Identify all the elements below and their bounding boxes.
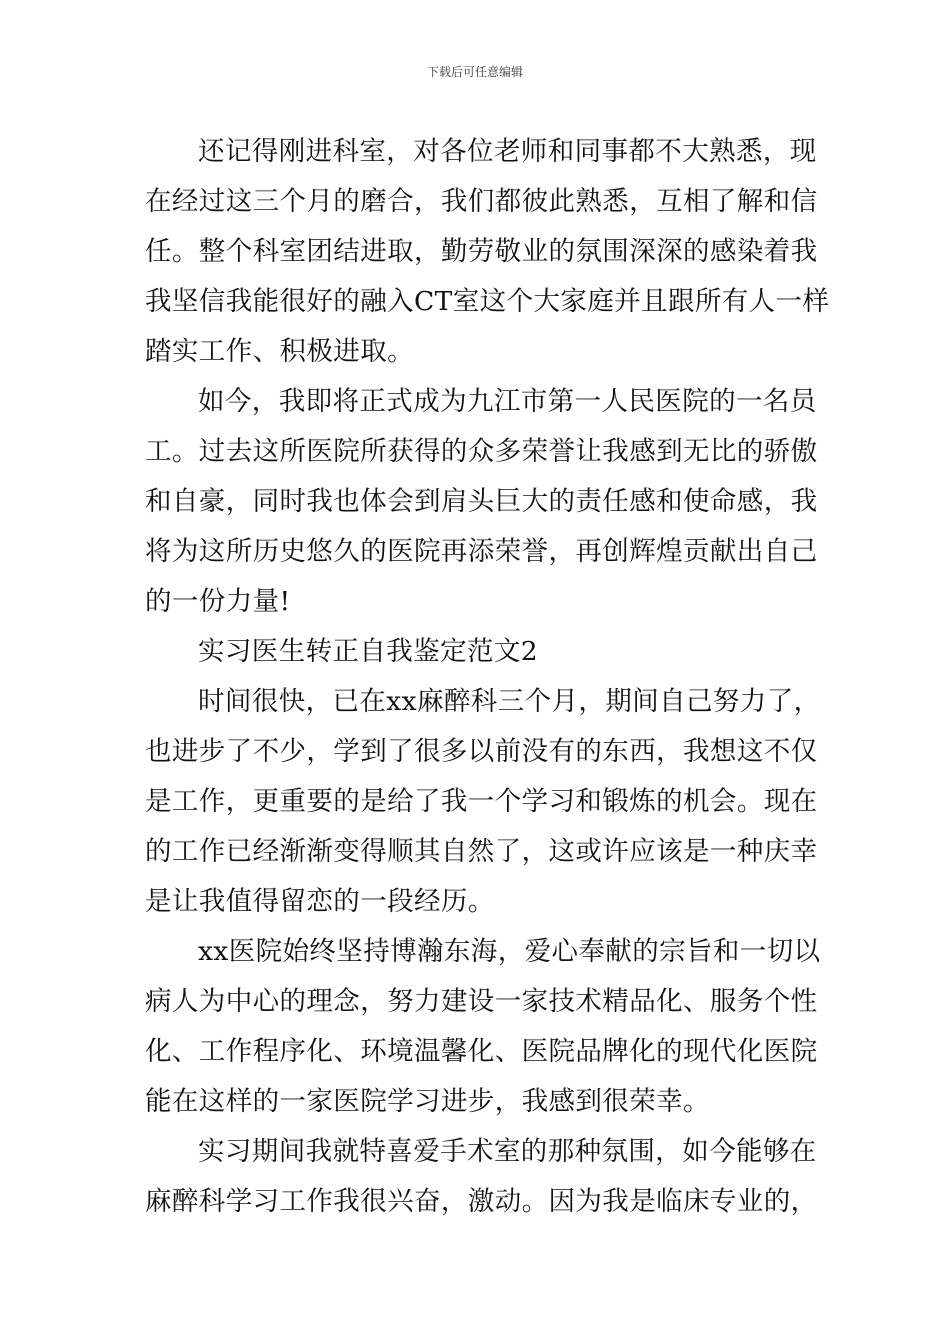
paragraph-5 xyxy=(145,1127,818,1227)
paragraph-line: 工。过去这所医院所获得的众多荣誉让我感到无比的骄傲 xyxy=(145,436,818,467)
paragraph-2 xyxy=(145,377,818,627)
paragraph-4 xyxy=(145,927,821,1127)
paragraph-line: 的一份力量! xyxy=(145,586,291,617)
paragraph-line: xx医院始终坚持博瀚东海，爱心奉献的宗旨和一切以 xyxy=(198,936,821,967)
paragraph-line: 还记得刚进科室，对各位老师和同事都不大熟悉，现 xyxy=(198,136,817,167)
paragraph-1 xyxy=(145,127,830,377)
paragraph-line: 踏实工作、积极进取。 xyxy=(145,336,414,367)
paragraph-line: 是工作，更重要的是给了我一个学习和锻炼的机会。现在 xyxy=(145,786,818,817)
paragraph-line: 能在这样的一家医院学习进步，我感到很荣幸。 xyxy=(145,1086,710,1117)
page-header: 下载后可任意编辑 xyxy=(426,65,523,79)
paragraph-line: 如今，我即将正式成为九江市第一人民医院的一名员 xyxy=(198,386,817,417)
paragraph-line: 病人为中心的理念，努力建设一家技术精品化、服务个性 xyxy=(145,986,818,1017)
document-body xyxy=(145,127,830,1227)
paragraph-line: 也进步了不少，学到了很多以前没有的东西，我想这不仅 xyxy=(145,736,818,767)
section-heading-text: 实习医生转正自我鉴定范文2 xyxy=(198,636,539,667)
paragraph-line: 的工作已经渐渐变得顺其自然了，这或许应该是一种庆幸 xyxy=(145,836,818,867)
paragraph-3 xyxy=(145,677,821,927)
paragraph-line: 化、工作程序化、环境温馨化、医院品牌化的现代化医院 xyxy=(145,1036,818,1067)
paragraph-line: 是让我值得留恋的一段经历。 xyxy=(145,886,495,917)
paragraph-line: 麻醉科学习工作我很兴奋，激动。因为我是临床专业的， xyxy=(145,1186,818,1217)
paragraph-line: 我坚信我能很好的融入CT室这个大家庭并且跟所有人一样 xyxy=(145,286,830,317)
paragraph-line: 在经过这三个月的磨合，我们都彼此熟悉，互相了解和信 xyxy=(145,186,818,217)
paragraph-line: 任。整个科室团结进取，勤劳敬业的氛围深深的感染着我 xyxy=(145,236,818,267)
paragraph-line: 将为这所历史悠久的医院再添荣誉，再创辉煌贡献出自己 xyxy=(145,536,818,567)
paragraph-line: 实习期间我就特喜爱手术室的那种氛围，如今能够在 xyxy=(198,1136,817,1167)
paragraph-line: 时间很快，已在xx麻醉科三个月，期间自己努力了， xyxy=(198,686,821,717)
section-heading xyxy=(145,627,809,677)
paragraph-line: 和自豪，同时我也体会到肩头巨大的责任感和使命感，我 xyxy=(145,486,818,517)
